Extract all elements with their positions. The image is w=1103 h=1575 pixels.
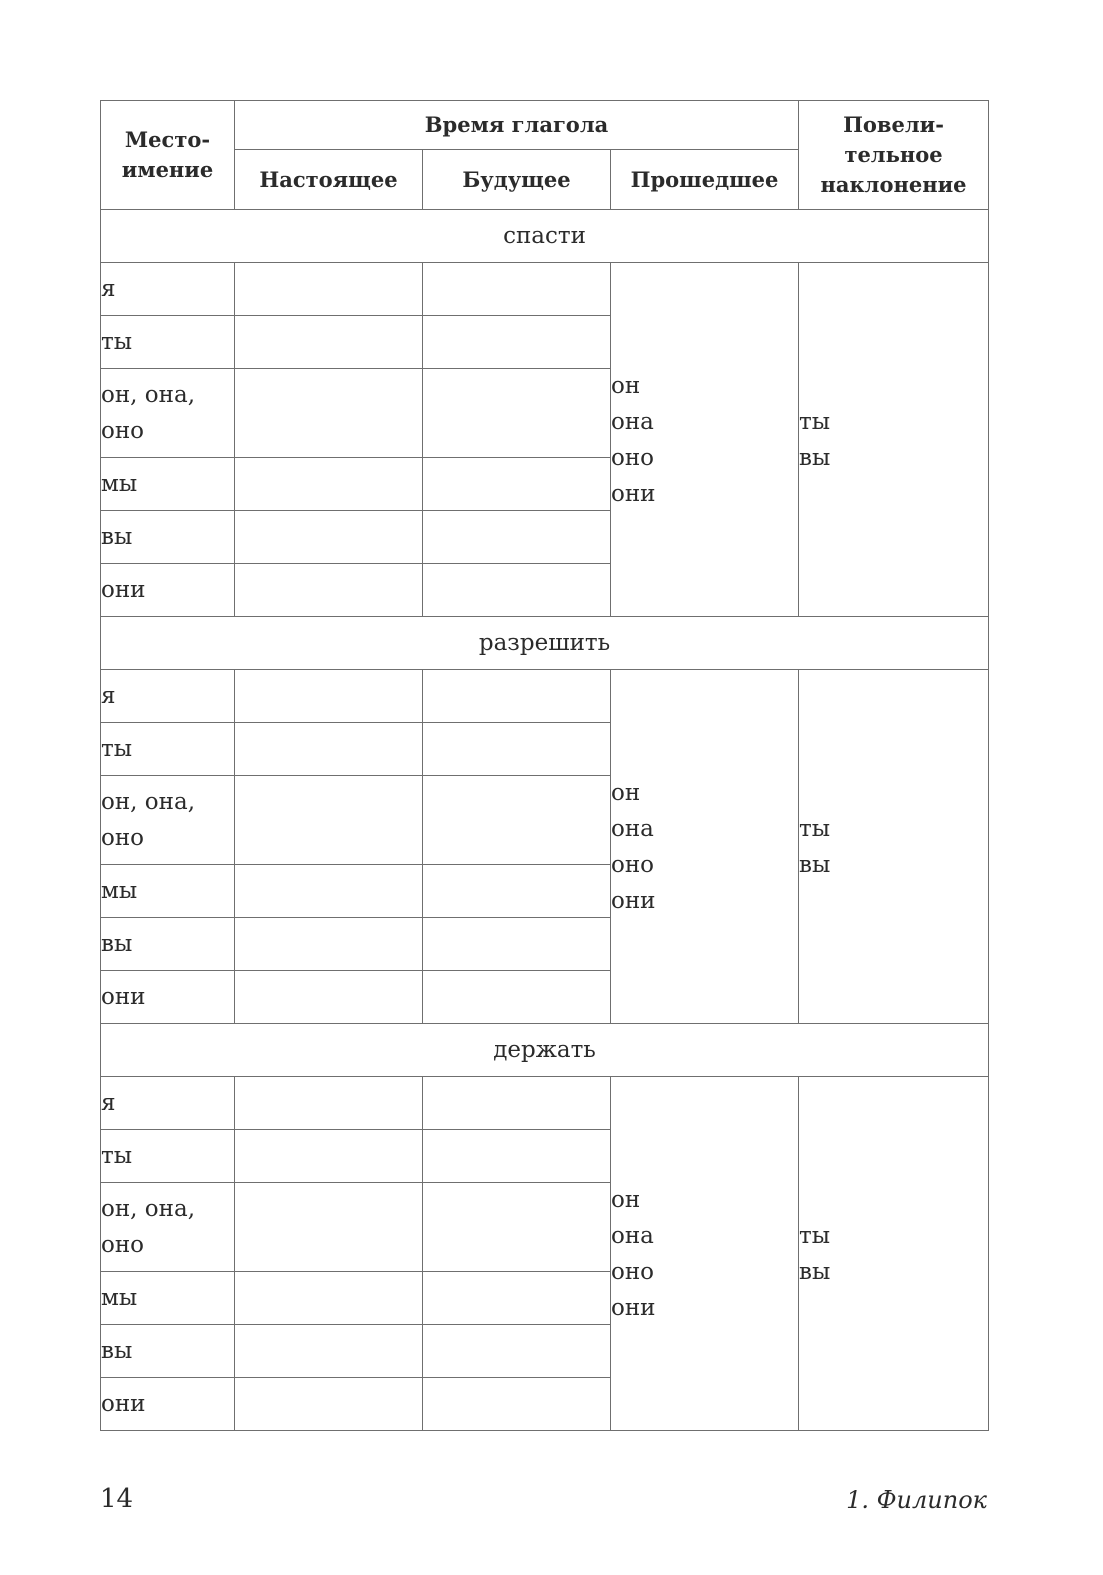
present-answer-cell[interactable]: [235, 369, 423, 458]
table-body: [101, 210, 989, 1431]
past-form-label: он: [611, 372, 641, 399]
present-answer-cell[interactable]: [235, 670, 423, 723]
page-number: 14: [100, 1484, 134, 1514]
future-answer-cell[interactable]: [423, 316, 611, 369]
past-form-label: он: [611, 779, 641, 806]
pronoun-cell: они: [101, 1378, 235, 1431]
past-form-label: он: [611, 1186, 641, 1213]
header-present: Настоящее: [235, 150, 423, 210]
future-answer-cell[interactable]: [423, 564, 611, 617]
past-forms-cell[interactable]: [611, 670, 799, 1024]
past-form-label: она: [611, 815, 654, 842]
pronoun-cell: он, она, оно: [101, 776, 235, 865]
pronoun-cell: ты: [101, 1130, 235, 1183]
future-answer-cell[interactable]: [423, 369, 611, 458]
header-future: Будущее: [423, 150, 611, 210]
verb-row: [101, 210, 989, 263]
past-form-label: они: [611, 480, 656, 507]
future-answer-cell[interactable]: [423, 458, 611, 511]
imperative-form-label: вы: [799, 444, 831, 471]
pronoun-cell: они: [101, 564, 235, 617]
past-form-label: они: [611, 887, 656, 914]
present-answer-cell[interactable]: [235, 865, 423, 918]
present-answer-cell[interactable]: [235, 723, 423, 776]
present-answer-cell[interactable]: [235, 1077, 423, 1130]
imperative-form-label: ты: [799, 815, 831, 842]
future-answer-cell[interactable]: [423, 1378, 611, 1431]
pronoun-cell: ты: [101, 316, 235, 369]
pronoun-row: [101, 670, 989, 723]
future-answer-cell[interactable]: [423, 1077, 611, 1130]
pronoun-cell: мы: [101, 865, 235, 918]
imperative-form-label: вы: [799, 851, 831, 878]
header-imperative: Повели- тельное наклонение: [799, 101, 989, 210]
pronoun-cell: мы: [101, 458, 235, 511]
present-answer-cell[interactable]: [235, 1272, 423, 1325]
present-answer-cell[interactable]: [235, 1183, 423, 1272]
past-forms-cell[interactable]: [611, 1077, 799, 1431]
pronoun-cell: вы: [101, 1325, 235, 1378]
present-answer-cell[interactable]: [235, 511, 423, 564]
past-form-label: они: [611, 1294, 656, 1321]
past-form-label: она: [611, 408, 654, 435]
future-answer-cell[interactable]: [423, 971, 611, 1024]
verb-title: держать: [101, 1024, 989, 1077]
imperative-form-label: ты: [799, 408, 831, 435]
pronoun-cell: он, она, оно: [101, 369, 235, 458]
future-answer-cell[interactable]: [423, 723, 611, 776]
verb-row: [101, 617, 989, 670]
present-answer-cell[interactable]: [235, 1325, 423, 1378]
pronoun-cell: я: [101, 1077, 235, 1130]
verb-row: [101, 1024, 989, 1077]
header-tense-group: Время глагола: [235, 101, 799, 150]
conjugation-table: [100, 100, 989, 1431]
pronoun-row: [101, 263, 989, 316]
future-answer-cell[interactable]: [423, 1272, 611, 1325]
future-answer-cell[interactable]: [423, 776, 611, 865]
present-answer-cell[interactable]: [235, 1378, 423, 1431]
pronoun-cell: он, она, оно: [101, 1183, 235, 1272]
pronoun-cell: вы: [101, 918, 235, 971]
future-answer-cell[interactable]: [423, 865, 611, 918]
present-answer-cell[interactable]: [235, 776, 423, 865]
pronoun-cell: они: [101, 971, 235, 1024]
imperative-forms-cell[interactable]: [799, 263, 989, 617]
past-forms-cell[interactable]: [611, 263, 799, 617]
present-answer-cell[interactable]: [235, 263, 423, 316]
present-answer-cell[interactable]: [235, 316, 423, 369]
pronoun-cell: я: [101, 263, 235, 316]
pronoun-cell: мы: [101, 1272, 235, 1325]
imperative-form-label: вы: [799, 1258, 831, 1285]
pronoun-cell: вы: [101, 511, 235, 564]
pronoun-cell: я: [101, 670, 235, 723]
future-answer-cell[interactable]: [423, 1325, 611, 1378]
present-answer-cell[interactable]: [235, 458, 423, 511]
present-answer-cell[interactable]: [235, 1130, 423, 1183]
verb-title: разрешить: [101, 617, 989, 670]
header-pronoun: Место- имение: [101, 101, 235, 210]
future-answer-cell[interactable]: [423, 1183, 611, 1272]
imperative-forms-cell[interactable]: [799, 670, 989, 1024]
imperative-form-label: ты: [799, 1222, 831, 1249]
pronoun-row: [101, 1077, 989, 1130]
verb-title: спасти: [101, 210, 989, 263]
future-answer-cell[interactable]: [423, 1130, 611, 1183]
past-form-label: оно: [611, 444, 655, 471]
present-answer-cell[interactable]: [235, 971, 423, 1024]
present-answer-cell[interactable]: [235, 918, 423, 971]
future-answer-cell[interactable]: [423, 918, 611, 971]
imperative-forms-cell[interactable]: [799, 1077, 989, 1431]
table-header: [101, 101, 989, 210]
past-form-label: оно: [611, 1258, 655, 1285]
future-answer-cell[interactable]: [423, 511, 611, 564]
present-answer-cell[interactable]: [235, 564, 423, 617]
pronoun-cell: ты: [101, 723, 235, 776]
past-form-label: оно: [611, 851, 655, 878]
header-past: Прошедшее: [611, 150, 799, 210]
past-form-label: она: [611, 1222, 654, 1249]
chapter-title: 1. Филипок: [846, 1486, 987, 1514]
future-answer-cell[interactable]: [423, 670, 611, 723]
future-answer-cell[interactable]: [423, 263, 611, 316]
